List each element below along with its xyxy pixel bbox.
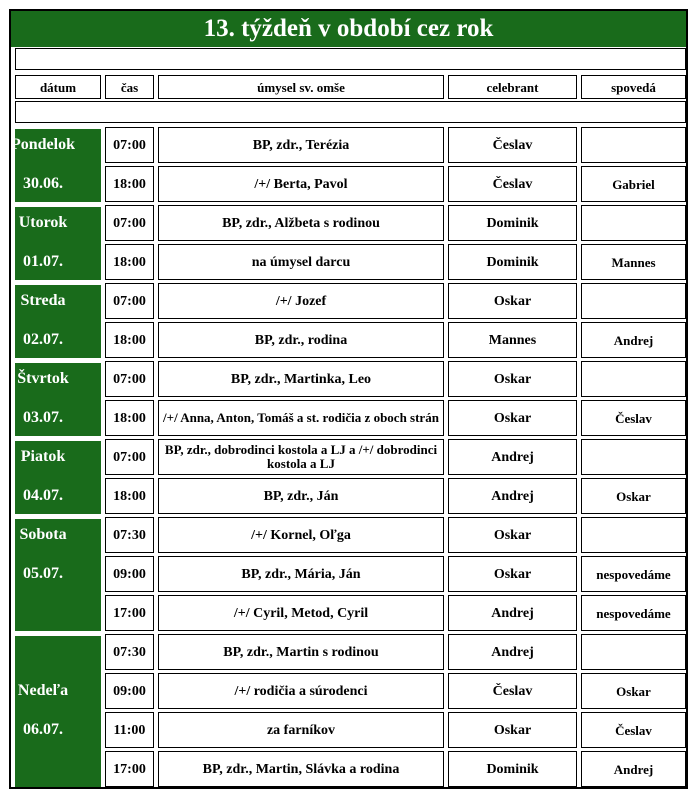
time-cell: 18:00 [105,322,154,358]
confession-cell: Oskar [581,673,686,709]
header-celebrant: celebrant [448,75,577,99]
celebrant-cell: Oskar [448,517,577,553]
intention-cell: /+/ rodičia a súrodenci [158,673,444,709]
celebrant-cell: Dominik [448,751,577,787]
time-cell: 17:00 [105,595,154,631]
header-intention: úmysel sv. omše [158,75,444,99]
day-name: Piatok [20,448,66,465]
celebrant-cell: Mannes [448,322,577,358]
intention-cell: /+/ Jozef [158,283,444,319]
confession-cell [581,517,686,553]
confession-cell: Česlav [581,712,686,748]
day-date: 06.07. [23,721,63,738]
celebrant-cell: Dominik [448,205,577,241]
header-date: dátum [15,75,101,99]
intention-cell: BP, zdr., rodina [158,322,444,358]
intention-cell: BP, zdr., Martin s rodinou [158,634,444,670]
time-cell: 18:00 [105,166,154,202]
confession-cell [581,634,686,670]
time-cell: 07:00 [105,439,154,475]
confession-cell [581,361,686,397]
confession-cell [581,439,686,475]
celebrant-cell: Oskar [448,712,577,748]
confession-cell: Mannes [581,244,686,280]
confession-cell: Andrej [581,751,686,787]
celebrant-cell: Oskar [448,283,577,319]
intention-cell: za farníkov [158,712,444,748]
page-title: 13. týždeň v období cez rok [11,11,686,47]
intention-cell: /+/ Kornel, Oľga [158,517,444,553]
confession-cell: Česlav [581,400,686,436]
celebrant-cell: Andrej [448,634,577,670]
schedule-frame [9,9,688,789]
time-cell: 07:00 [105,283,154,319]
celebrant-cell: Dominik [448,244,577,280]
time-cell: 18:00 [105,478,154,514]
confession-cell [581,127,686,163]
time-cell: 09:00 [105,556,154,592]
time-cell: 09:00 [105,673,154,709]
celebrant-cell: Andrej [448,439,577,475]
intention-cell: BP, zdr., Terézia [158,127,444,163]
day-date: 03.07. [23,409,63,426]
confession-cell: Andrej [581,322,686,358]
time-cell: 07:00 [105,361,154,397]
day-name: Pondelok [10,136,75,153]
day-name: Štvrtok [17,370,69,387]
intention-cell: BP, zdr., Martinka, Leo [158,361,444,397]
day-date: 02.07. [23,331,63,348]
blank-row [15,48,686,70]
intention-cell: BP, zdr., dobrodinci kostola a LJ a /+/ dobrodinci kostola a LJ [158,439,444,475]
celebrant-cell: Česlav [448,127,577,163]
confession-cell [581,283,686,319]
time-cell: 17:00 [105,751,154,787]
celebrant-cell: Česlav [448,166,577,202]
confession-cell: Gabriel [581,166,686,202]
intention-cell: BP, zdr., Martin, Slávka a rodina [158,751,444,787]
intention-cell: /+/ Anna, Anton, Tomáš a st. rodičia z oboch strán [158,400,444,436]
confession-cell: nespovedáme [581,556,686,592]
time-cell: 18:00 [105,244,154,280]
time-cell: 18:00 [105,400,154,436]
day-date: 04.07. [23,487,63,504]
time-cell: 07:30 [105,634,154,670]
header-time: čas [105,75,154,99]
celebrant-cell: Oskar [448,400,577,436]
time-cell: 07:00 [105,127,154,163]
celebrant-cell: Andrej [448,478,577,514]
time-cell: 07:30 [105,517,154,553]
blank-row [15,101,686,123]
time-cell: 07:00 [105,205,154,241]
intention-cell: BP, zdr., Ján [158,478,444,514]
celebrant-cell: Oskar [448,361,577,397]
day-name: Sobota [19,526,67,543]
intention-cell: BP, zdr., Alžbeta s rodinou [158,205,444,241]
day-name: Streda [20,292,66,309]
intention-cell: BP, zdr., Mária, Ján [158,556,444,592]
day-name: Nedeľa [17,682,69,699]
intention-cell: na úmysel darcu [158,244,444,280]
day-date: 05.07. [23,565,63,582]
confession-cell: Oskar [581,478,686,514]
celebrant-cell: Oskar [448,556,577,592]
day-block [15,634,101,787]
celebrant-cell: Andrej [448,595,577,631]
day-date: 30.06. [23,175,63,192]
header-confession: spovedá [581,75,686,99]
confession-cell [581,205,686,241]
day-name: Utorok [18,214,68,231]
confession-cell: nespovedáme [581,595,686,631]
day-date: 01.07. [23,253,63,270]
intention-cell: /+/ Berta, Pavol [158,166,444,202]
celebrant-cell: Česlav [448,673,577,709]
time-cell: 11:00 [105,712,154,748]
intention-cell: /+/ Cyril, Metod, Cyril [158,595,444,631]
